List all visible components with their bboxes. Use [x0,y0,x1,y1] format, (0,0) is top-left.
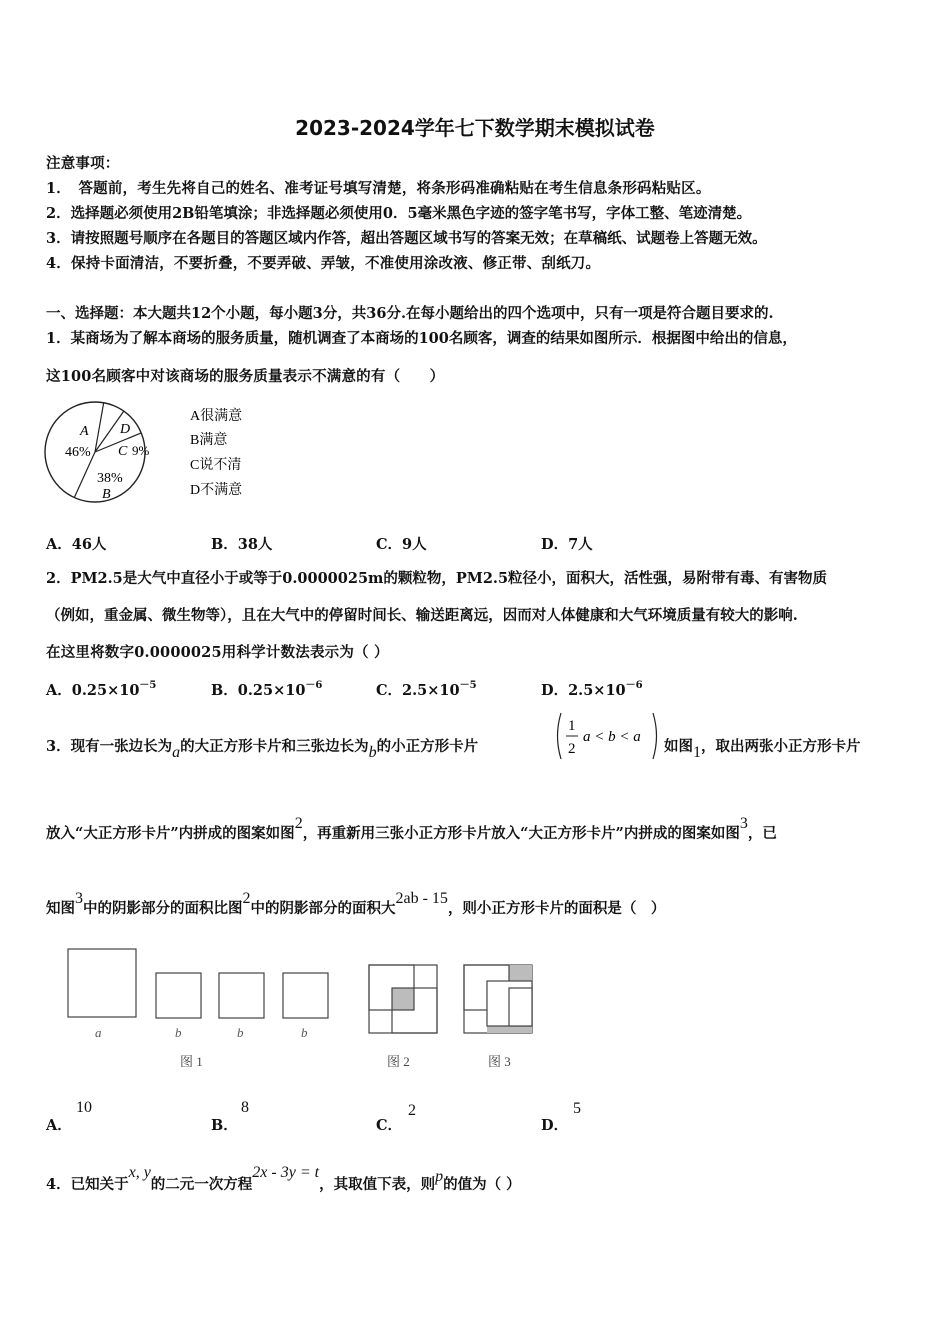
q2-option-b-base: 0.25×10 [237,682,306,699]
legend-b: B满意 [190,433,228,448]
q1-text-line1: 1．某商场为了解本商场的服务质量，随机调查了本商场的100名顾客，调查的结果如图所示．根据图中给出的信息， [46,330,797,347]
q3-p1: 3．现有一张边长为 [46,738,173,755]
q2-option-b-exp: －6 [305,680,323,691]
q3-p12: ，则小正方形卡片的面积是（ ） [447,900,666,917]
q2-option-c-letter: C． [376,682,403,699]
q3-p8: ，已 [747,825,777,842]
q3-p11: 中的阴影部分的面积大 [250,900,396,917]
q1-option-a[interactable]: A．46人 [46,536,107,553]
fig1-big-square [68,949,136,1017]
q3-text-line1b [664,735,861,761]
pie-boundary-d [95,403,104,452]
fig3-caption: 图 3 [488,1054,511,1069]
fig2-caption: 图 2 [387,1054,410,1069]
q4-p4: 的值为（ ） [443,1176,521,1193]
q3-var-a: a [172,744,181,761]
q3-option-a[interactable] [46,1114,72,1135]
q3-option-d-letter: D． [541,1117,569,1134]
q3-option-d-value: 5 [573,1100,581,1117]
q3-p2: 的大正方形卡片和三张边长为 [180,738,369,755]
q3-option-d[interactable] [541,1114,568,1135]
q4-p1: 4．已知关于 [46,1176,129,1193]
q2-option-c-base: 2.5×10 [402,682,460,699]
notice-item-1: 1． 答题前，考生先将自己的姓名、准考证号填写清楚，将条形码准确粘贴在考生信息条形码粘贴区。 [46,180,711,197]
fig1-caption: 图 1 [180,1054,203,1069]
q2-option-a-base: 0.25×10 [71,682,140,699]
fig2-diagram [369,965,437,1033]
fig3-diagram [464,965,532,1033]
q3-fig1-num: 1 [693,744,701,761]
q3-cond-rest: a < b < a [583,729,641,745]
q3-option-b-value: 8 [241,1099,249,1116]
notice-item-4: 4．保持卡面清洁，不要折叠，不要弄破、弄皱，不准使用涂改液、修正带、刮纸刀。 [46,255,601,272]
notice-item-2: 2．选择题必须使用2B铅笔填涂；非选择题必须使用0．5毫米黑色字迹的签字笔书写，字体工整、笔迹清楚。 [46,205,752,222]
q2-option-d-base: 2.5×10 [568,682,626,699]
q2-text-line1: 2．PM2.5是大气中直径小于或等于0.0000025m的颗粒物，PM2.5粒径小，面积大，活性强，易附带有毒、有害物质 [46,570,828,587]
q3-option-c[interactable] [376,1114,402,1135]
q3-p4: 如图 [664,738,693,755]
pie-label-c: C [118,444,128,459]
fig1-small-square-3 [283,973,328,1018]
q3-p9: 知图 [46,900,75,917]
q4-p2: 的二元一次方程 [150,1176,253,1193]
q3-option-c-letter: C． [376,1117,403,1134]
q3-option-a-value: 10 [76,1099,92,1116]
page-title: 2023-2024学年七下数学期末模拟试卷 [295,116,655,140]
q3-p7: ，再重新用三张小正方形卡片放入“大正方形卡片”内拼成的图案如图 [302,825,740,842]
q3-fig3-num: 3 [739,815,748,832]
fig1-small-square-2 [219,973,264,1018]
q2-option-c[interactable] [376,676,477,700]
legend-c: C说不清 [190,458,242,473]
pie-value-b: 38% [97,471,123,486]
fig1-label-b1: b [175,1025,182,1040]
q1-option-d[interactable]: D．7人 [541,536,593,553]
q3-fig2b-num: 2 [242,890,251,907]
notice-heading: 注意事项： [46,155,120,172]
q3-fig3b-num: 3 [75,890,83,907]
q3-text-line3 [46,890,666,918]
q4-text [46,1164,521,1194]
section-heading: 一、选择题：本大题共12个小题，每小题3分，共36分.在每小题给出的四个选项中，只有一项是符合题目要求的. [46,305,774,322]
q1-option-c[interactable]: C．9人 [376,536,427,553]
q2-option-c-exp: －5 [459,680,477,691]
q2-option-d-exp: －6 [625,680,643,691]
q1-text-line2: 这100名顾客中对该商场的服务质量表示不满意的有（ ） [46,368,445,385]
q3-p6: 放入“大正方形卡片”内拼成的图案如图 [46,825,295,842]
q3-cond-num: 1 [568,718,576,734]
q1-pie-chart [40,400,280,510]
pie-label-d: D [120,422,131,437]
pie-value-a: 46% [65,445,91,460]
fig1-small-square-1 [156,973,201,1018]
fig1-label-a: a [95,1025,102,1040]
q3-p10: 中的阴影部分的面积比图 [83,900,243,917]
q3-text-line1 [46,735,479,761]
legend-a: A很满意 [190,409,243,424]
q4-equation: 2x - 3y = t [252,1164,320,1181]
q3-expr: 2ab - 15 [395,890,448,907]
q2-option-b-letter: B． [211,682,238,699]
q2-text-line2: （例如，重金属、微生物等），且在大气中的停留时间长、输送距离远，因而对人体健康和大气环境质量有较大的影响. [46,607,798,624]
q3-text-line2 [46,815,777,843]
pie-label-a: A [80,424,89,439]
q3-option-b[interactable] [211,1114,238,1135]
q3-cond-den: 2 [568,741,576,757]
q1-option-b[interactable]: B．38人 [211,536,273,553]
q2-option-d[interactable] [541,676,643,700]
q3-p5: ，取出两张小正方形卡片 [701,738,861,755]
q3-condition [553,710,663,762]
notice-item-3: 3．请按照题号顺序在各题目的答题区域内作答，超出答题区域书写的答案无效；在草稿纸、试题卷上答题无效。 [46,230,767,247]
fig1-label-b3: b [301,1025,308,1040]
q2-option-d-letter: D． [541,682,569,699]
pie-label-b: B [102,487,111,502]
q3-p3: 的小正方形卡片 [376,738,479,755]
pie-value-c: 9% [132,443,150,458]
q3-option-a-letter: A． [46,1117,72,1134]
q4-vars: x, y [128,1164,151,1181]
q4-p3: ，其取值下表，则 [319,1176,436,1193]
q2-text-line3: 在这里将数字0.0000025用科学计数法表示为（ ） [46,644,389,661]
q3-figures [60,944,560,1074]
q3-var-b: b [368,744,377,761]
q2-option-a[interactable] [46,676,156,700]
q3-fig2-num: 2 [294,815,303,832]
q3-option-c-value: 2 [408,1102,416,1119]
q2-option-a-letter: A． [46,682,72,699]
fig1-label-b2: b [237,1025,244,1040]
q4-var-p: p [435,1168,444,1185]
q3-option-b-letter: B． [211,1117,238,1134]
q2-option-b[interactable] [211,676,322,700]
legend-d: D不满意 [190,483,243,498]
q2-option-a-exp: －5 [139,680,157,691]
